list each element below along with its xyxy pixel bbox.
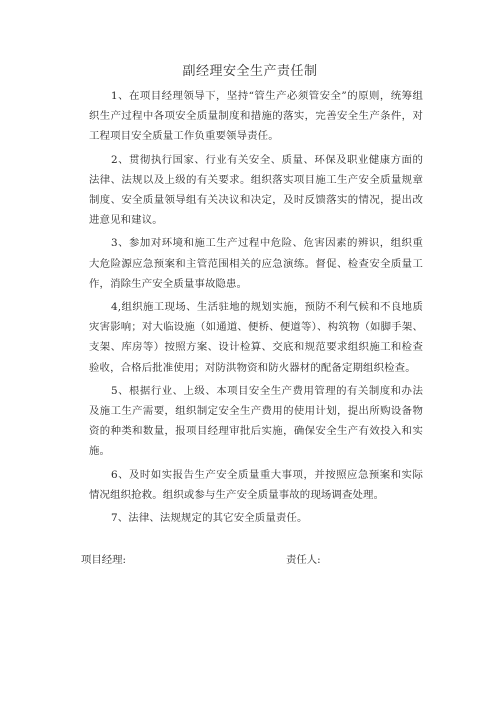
- paragraph-6: 6、及时如实报告生产安全质量重大事项，并按照应急预案和实际情况组织抢救。组织或参与生产安全质量事故的现场调查处理。: [89, 468, 423, 501]
- document-title: 副经理安全生产责任制: [182, 64, 318, 79]
- document-body: [89, 86, 423, 531]
- paragraph-3: 3、参加对环境和施工生产过程中危险、危害因素的辨识，组织重大危险源应急预案和主管范围相关的应急演练。督促、检查安全质量工作，消除生产安全质量事故隐患。: [89, 237, 423, 290]
- paragraph-1: 1、在项目经理领导下，坚持“管生产必须管安全”的原则，统筹组织生产过程中各项安全质量制度和措施的落实，完善安全生产条件，对工程项目安全质量工作负重要领导责任。: [89, 90, 423, 143]
- paragraph-4: 4,组织施工现场、生活驻地的规划实施，预防不利气候和不良地质灾害影响；对大临设施（如通道、便桥、便道等）、构筑物（如脚手架、支架、库房等）按照方案、设计检算、交底和规范要求组织施工和检查验收，合格后批准使用；对防洪物资和防火器材的配备定期组织检查。: [89, 301, 423, 374]
- paragraph-5: 5、根据行业、上级、本项目安全生产费用管理的有关制度和办法及施工生产需要，组织制定安全生产费用的使用计划，提出所购设备物资的种类和数量，报项目经理审批后实施，确保安全生产有效投入和实施。: [89, 384, 423, 458]
- paragraph-2: 2、贯彻执行国家、行业有关安全、质量、环保及职业健康方面的法律、法规以及上级的有关要求。组织落实项目施工生产安全质量规章制度、安全质量领导组有关决议和决定，及时反馈落实的情况，提出改进意见和建议。: [89, 153, 423, 227]
- project-manager-signature-label: 项目经理:: [81, 554, 127, 566]
- signature-block: [81, 551, 421, 571]
- responsible-person-signature-label: 责任人:: [286, 554, 321, 566]
- paragraph-7: 7、法律、法规规定的其它安全质量责任。: [111, 512, 308, 525]
